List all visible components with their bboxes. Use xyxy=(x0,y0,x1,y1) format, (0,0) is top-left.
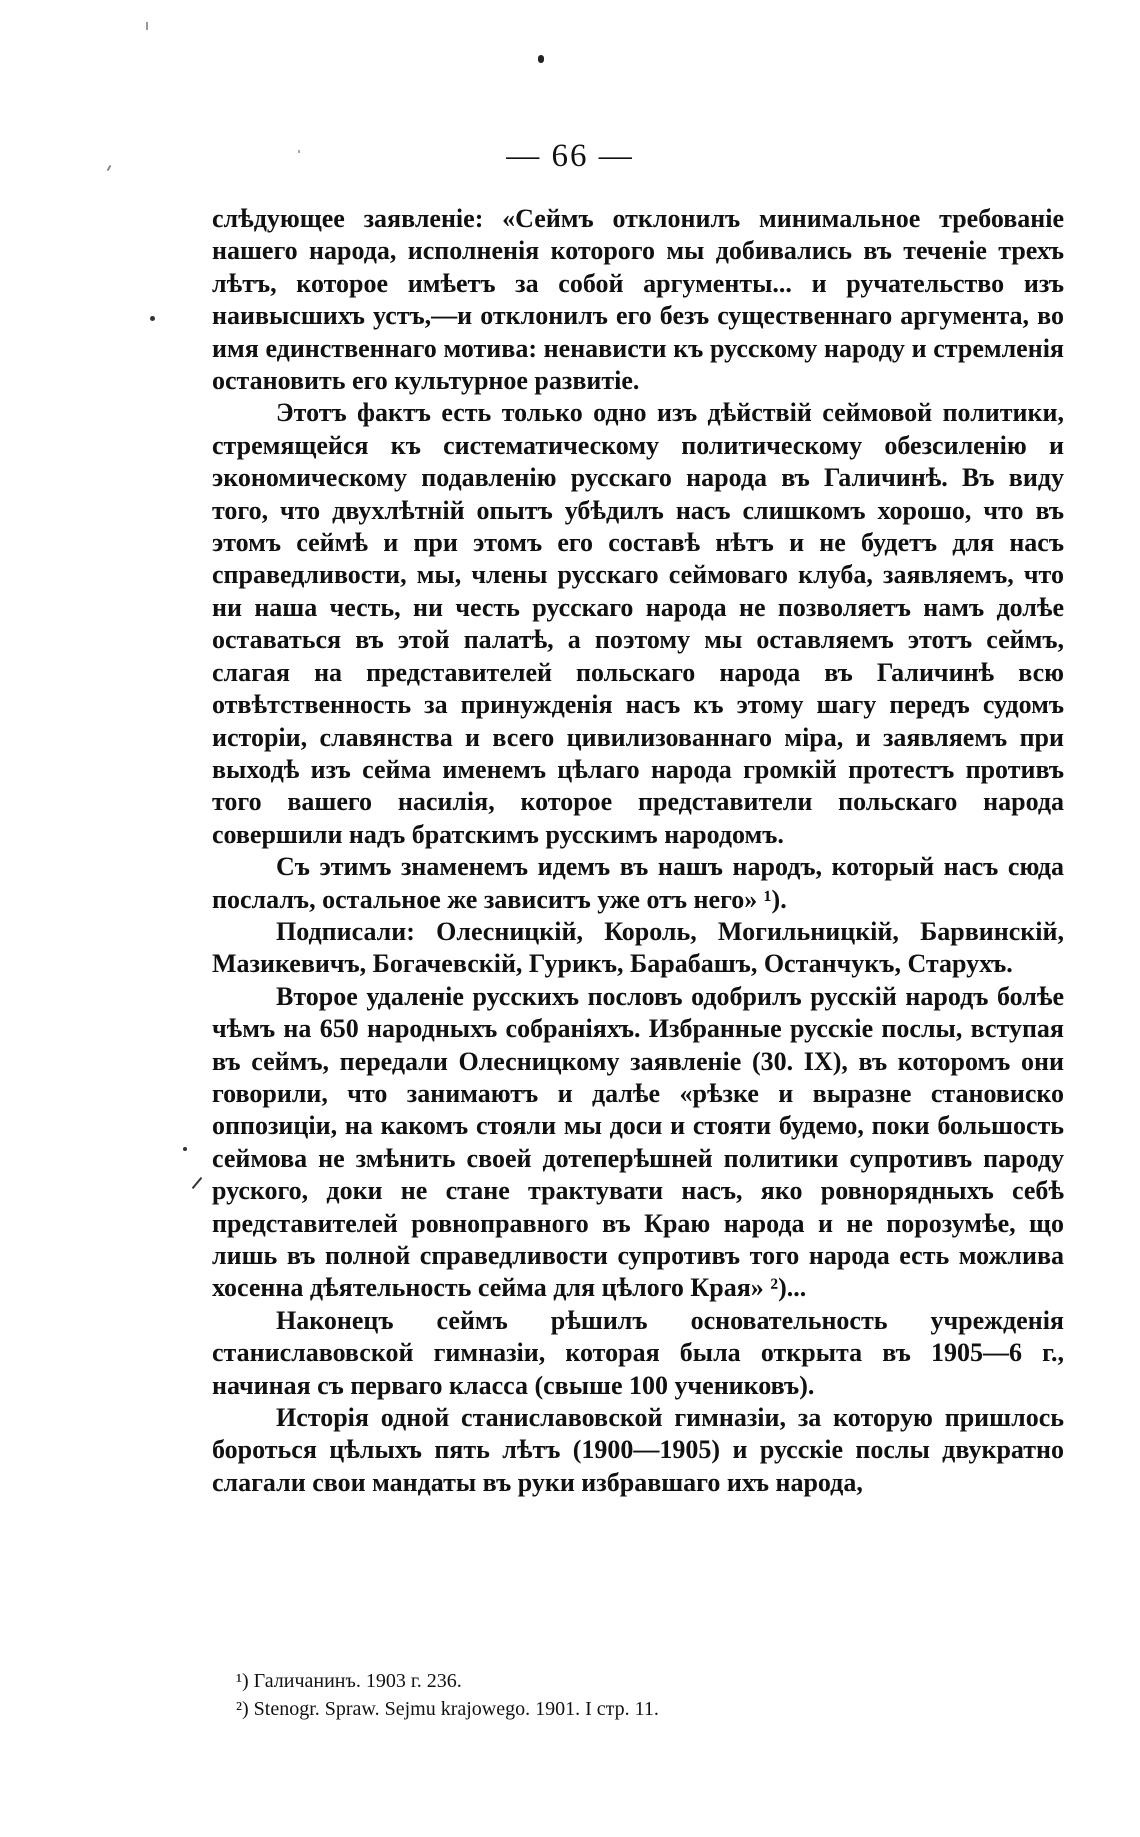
printed-dot-mark xyxy=(538,55,544,63)
paper-speck xyxy=(146,22,148,30)
footnote-2: ²) Stenogr. Spraw. Sejmu krajowego. 1901. I стр. 11. xyxy=(236,1698,659,1720)
paragraph-continuation: слѣдующее заявленіе: «Сеймъ отклонилъ минимальное требованіе нашего народа, исполненія которого мы добивались въ теченіе трехъ лѣтъ, которое имѣетъ за собой аргументы... и ручательство изъ наивысшихъ устъ,—и отклонилъ его безъ существеннаго аргумента, во имя единственнаго мотива: ненависти къ русскому народу и стремленія остановить его культурное развитіе. xyxy=(212,204,1064,396)
paragraph: Съ этимъ знаменемъ идемъ въ нашъ народъ, который насъ сюда послалъ, остальное же зависитъ уже отъ него» ¹). xyxy=(212,852,1064,914)
margin-tick-mark xyxy=(192,1177,203,1189)
paragraph: Этотъ фактъ есть только одно изъ дѣйствій сеймовой политики, стремящейся къ систематическому политическому обезсиленію и экономическому подавленію русскаго народа въ Галичинѣ. Въ виду того, что двухлѣтній опытъ убѣдилъ насъ слишкомъ хорошо, что въ этомъ сеймѣ и при этомъ его составѣ нѣтъ и не будетъ для насъ справедливости, мы, члены русскаго сеймоваго клуба, заявляемъ, что ни наша честь, ни честь русскаго народа не позволяетъ намъ долѣе оставаться въ этой палатѣ, а поэтому мы оставляемъ этотъ сеймъ, слагая на представителей польскаго народа въ Галичинѣ всю отвѣтственность за принужденія насъ къ этому шагу передъ судомъ исторіи, славянства и всего цивилизованнаго міра, и заявляемъ при выходѣ изъ сейма именемъ цѣлаго народа громкій протестъ противъ того вашего насилія, которое представители польскаго народа совершили надъ братскимъ русскимъ народомъ. xyxy=(212,398,1064,849)
page-number: — 66 — xyxy=(506,138,634,174)
margin-dot-mark xyxy=(150,316,155,321)
paragraph-signatories: Подписали: Олесницкій, Король, Могильницкій, Барвинскій, Мазикевичъ, Богачевскій, Гурикъ, Барабашъ, Останчукъ, Старухъ. xyxy=(212,916,1064,979)
paragraph: Второе удаленіе русскихъ пословъ одобрилъ русскій народъ болѣе чѣмъ на 650 народныхъ собраніяхъ. Избранные русскіе послы, вступая въ сеймъ, передали Олесницкому заявленіе (30. IX), въ которомъ они говорили, что занимаютъ и далѣе «рѣзке и выразне становиско оппозиціи, на какомъ стояли мы доси и стояти будемо, поки большость сеймова не змѣнить своей дотеперѣшней политики супротивъ пароду руского, доки не стане трактувати насъ, яко ровнорядныхъ себѣ представителей ровноправного въ Краю народа и не порозумѣе, що лишь въ полной справедливости супротивъ того народа есть можлива хосенна дѣятельность сейма для цѣлого Края» ²)... xyxy=(212,981,1064,1303)
paragraph: Исторія одной станиславовской гимназіи, за которую пришлось бороться цѣлыхъ пять лѣтъ (1900—1905) и русскіе послы двукратно слагали свои мандаты въ руки избравшаго ихъ народа, xyxy=(212,1403,1064,1497)
footnotes xyxy=(236,1667,996,1723)
footnote-1: ¹) Галичанинъ. 1903 г. 236. xyxy=(236,1670,462,1692)
page-body xyxy=(212,203,1064,1499)
paragraph: Наконецъ сеймъ рѣшилъ основательность учрежденія станиславовской гимназіи, которая была открыта въ 1905—6 г., начиная съ перваго класса (свыше 100 учениковъ). xyxy=(212,1305,1064,1400)
margin-dot-mark xyxy=(183,1147,187,1151)
